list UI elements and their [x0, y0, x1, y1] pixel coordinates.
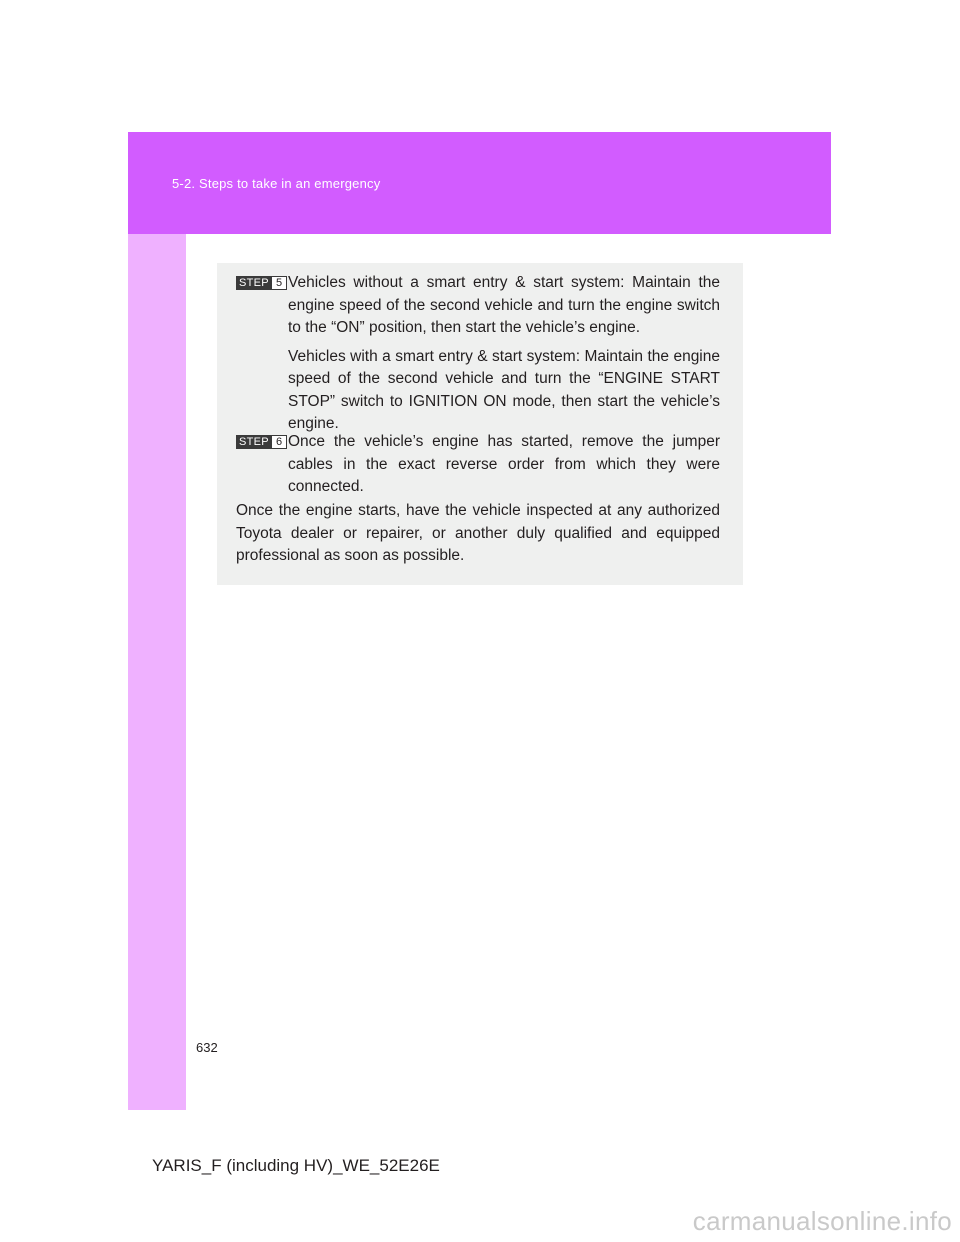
- step-text: Once the vehicle’s engine has started, remove the jumper cables in the exact reverse order from which they were connected.: [288, 433, 720, 495]
- closing-note: Once the engine starts, have the vehicle inspected at any authorized Toyota dealer or repairer, or another duly qualified and equipped professional as soon as possible.: [236, 502, 720, 564]
- sidebar-band: [128, 234, 186, 1110]
- step-text: Vehicles with a smart entry & start system: Maintain the engine speed of the second vehicle and turn the “ENGINE START STOP” switch to IGNITION ON mode, then start the vehicle’s engine.: [288, 347, 720, 432]
- section-header: [128, 132, 831, 234]
- instruction-box: [217, 263, 743, 585]
- step-text: Vehicles without a smart entry & start system: Maintain the engine speed of the second vehicle and turn the engine switch to the “ON” position, then start the vehicle’s engine.: [288, 274, 720, 336]
- document-footer: YARIS_F (including HV)_WE_52E26E: [152, 1156, 440, 1175]
- step-badge-number: 6: [272, 435, 287, 449]
- step-badge-number: 5: [272, 276, 287, 290]
- watermark: carmanualsonline.info: [692, 1206, 952, 1236]
- step-6: [236, 431, 720, 499]
- step-badge-label: STEP: [236, 276, 272, 290]
- page-number: 632: [196, 1040, 218, 1055]
- step-badge-label: STEP: [236, 435, 272, 449]
- section-title: 5-2. Steps to take in an emergency: [172, 176, 381, 191]
- step-5: [236, 272, 720, 436]
- step-badge: [236, 276, 287, 290]
- step-badge: [236, 435, 287, 449]
